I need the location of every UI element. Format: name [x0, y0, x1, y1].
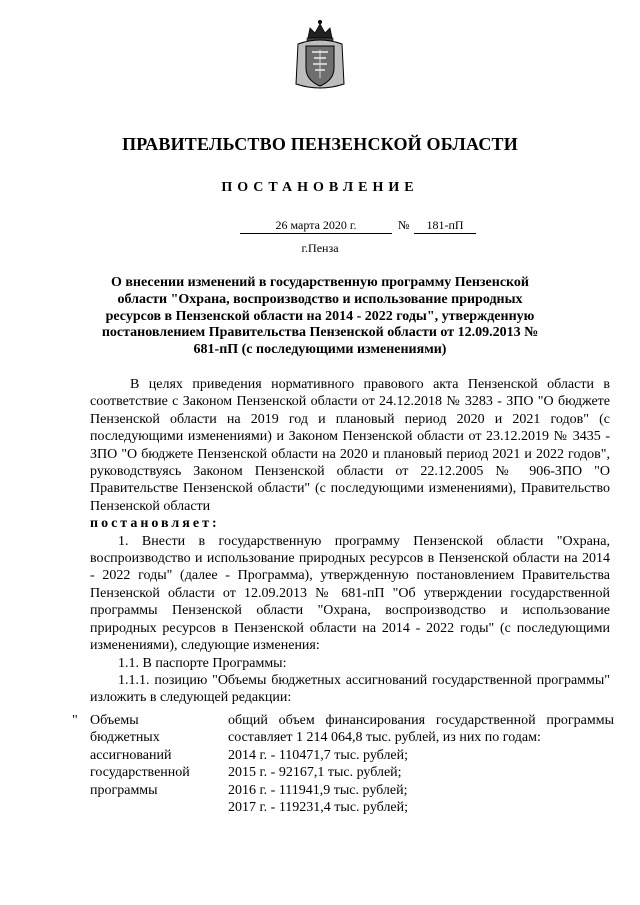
decree-number: 181-пП [414, 217, 476, 234]
funding-year-row: 2015 г. - 92167,1 тыс. рублей; [228, 765, 402, 781]
decree-keyword [90, 515, 610, 532]
funding-year-row: 2016 г. - 111941,9 тыс. рублей; [228, 782, 408, 798]
label-line: ассигнований [90, 747, 172, 763]
item-1-1-paragraph: 1.1. В паспорте Программы: [118, 655, 287, 671]
number-sign: № [398, 218, 410, 232]
funding-label-cell [90, 712, 210, 799]
label-line: Объемы [90, 713, 139, 728]
label-line: бюджетных [90, 730, 160, 746]
city: г.Пенза [301, 241, 339, 255]
label-line: программы [90, 782, 158, 798]
funding-year-row: 2017 г. - 119231,4 тыс. рублей; [228, 800, 409, 816]
government-title: ПРАВИТЕЛЬСТВО ПЕНЗЕНСКОЙ ОБЛАСТИ [122, 134, 518, 154]
document-type: ПОСТАНОВЛЕНИЕ [221, 180, 419, 195]
item-1-paragraph: 1. Внести в государственную программу Пензенской области "Охрана, воспроизводство и использование природных ресурсов в Пензенской области на 2014 - 2022 годы" (далее - Программа), утвержденную постановлением Правительства Пензенской области от 12.09.2013 № 681-пП "Об утверждении государственной программы Пензенской области "Охрана, воспроизводство и использование природных ресурсов в Пензенской области на 2014 - 2022 годы" (с последующими изменениями), следующие изменения: [90, 533, 610, 654]
funding-value-cell [228, 712, 614, 816]
funding-intro: общий объем финансирования государственной программы составляет 1 214 064,8 тыс. рублей, из них по годам: [228, 713, 614, 746]
preamble-paragraph: В целях приведения нормативного правового акта Пензенской области в соответствие с Законом Пензенской области от 24.12.2018 № 3283 - ЗПО "О бюджете Пензенской области на 2019 год и плановый период 2020 и 2021 годов" (с последующими изменениями) и Законом Пензенской области от 23.12.2019 № 3435 - ЗПО "О бюджете Пензенской области на 2020 и плановый период 2021 и 2022 годов", руководствуясь Законом Пензенской области от 22.12.2005 № 906-ЗПО "О Правительстве Пензенской области" (с последующими изменениями), Правительство Пензенской области [90, 377, 610, 514]
decree-word: постановляет: [90, 516, 220, 532]
decree-date: 26 марта 2020 г. [240, 217, 392, 234]
open-quote: " [72, 713, 78, 728]
decree-body [90, 376, 610, 707]
label-line: государственной [90, 765, 190, 781]
coat-of-arms-emblem [292, 18, 348, 92]
funding-year-row: 2014 г. - 110471,7 тыс. рублей; [228, 747, 409, 763]
date-number-line [0, 217, 640, 237]
item-1-1-1-paragraph: 1.1.1. позицию "Объемы бюджетных ассигнований государственной программы" изложить в следующей редакции: [90, 672, 610, 706]
decree-subject: О внесении изменений в государственную программу Пензенской области "Охрана, воспроизводство и использование природных ресурсов в Пензенской области на 2014 - 2022 годы", утвержденную постановлением Правительства Пензенской области от 12.09.2013 № 681-пП (с последующими изменениями) [101, 275, 539, 358]
